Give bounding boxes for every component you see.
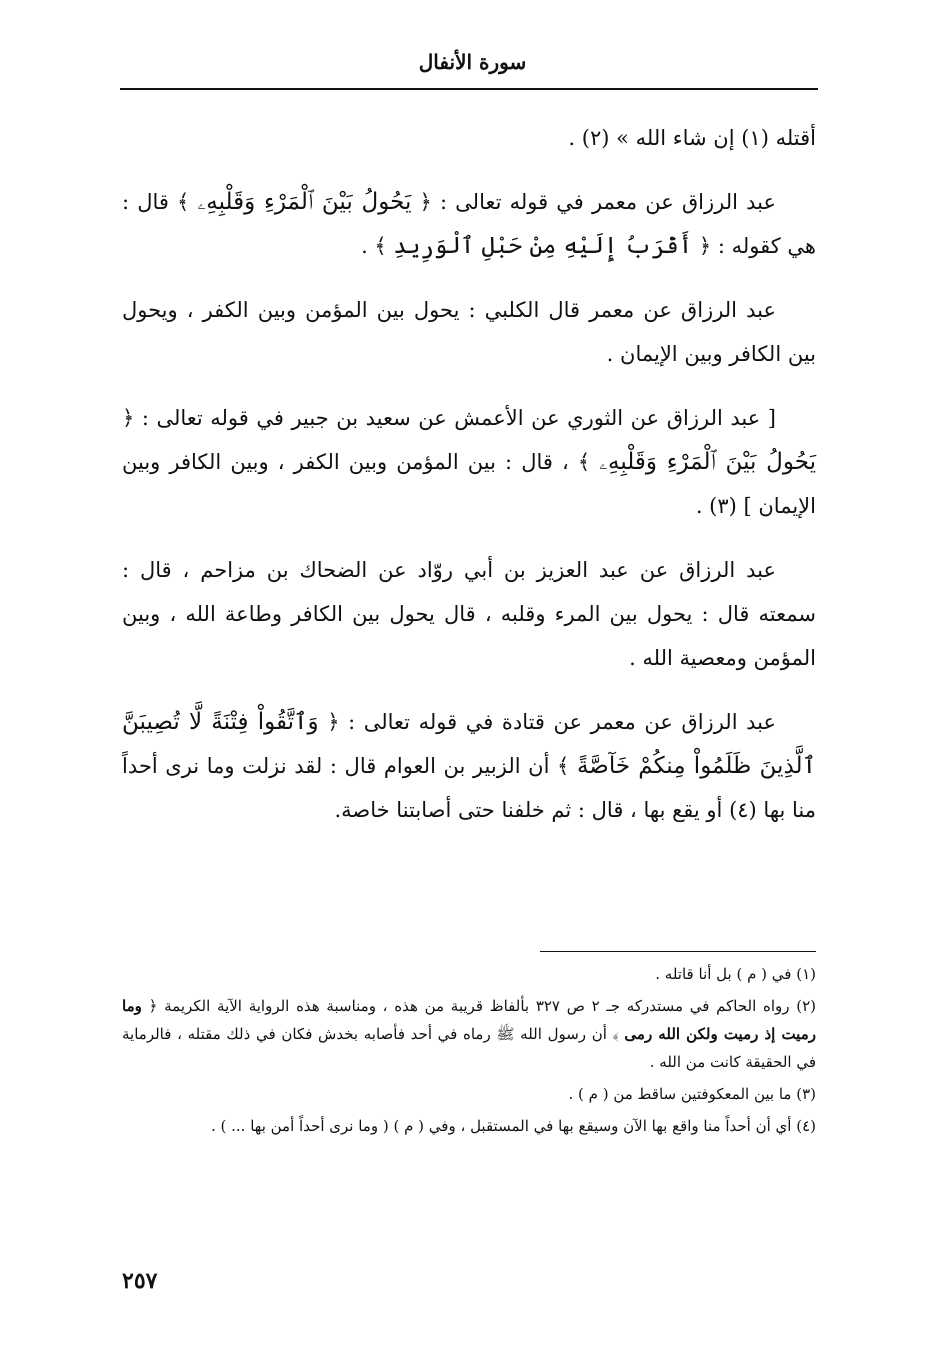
footnote-rule <box>540 951 816 952</box>
running-header-title: سورة الأنفال <box>418 50 527 74</box>
footnote-1: (١) في ( م ) بل أنا قاتله . <box>655 965 816 983</box>
page-number: ٢٥٧ <box>122 1268 158 1294</box>
footnote-2 <box>122 992 816 1076</box>
quran-verse: أَقْرَبُ إِلَيْهِ مِنْ حَبْلِ ٱلْوَرِيدِ <box>393 233 693 259</box>
paragraph-2-lead: عبد الرزاق عن معمر في قوله تعالى : ﴿ <box>411 190 776 214</box>
quran-verse: وَٱتَّقُواْ فِتْنَةً لَّا تُصِيبَنَّ ٱلَّذِينَ ظَلَمُواْ مِنكُمْ خَآصَّةً <box>122 709 817 779</box>
footnotes <box>122 960 816 1144</box>
quran-verse: يَحُولُ بَيْنَ ٱلْمَرْءِ وَقَلْبِهِۦ <box>599 449 816 475</box>
footnote-2-lead: (٢) رواه الحاكم في مستدركه جـ ٢ ص ٣٢٧ بألفاظ قريبة من هذه ، ومناسبة هذه الرواية الآية الكريمة ﴿ <box>141 997 817 1015</box>
paragraph-5: عبد الرزاق عن عبد العزيز بن أبي روّاد عن الضحاك بن مزاحم ، قال : سمعته قال : يحول بين المرء وقلبه ، قال يحول بين الكافر وطاعة الله ، وبين المؤمن ومعصية الله . <box>122 558 816 670</box>
paragraph-2-middle: ﴾ قال : هي كقوله : ﴿ <box>122 190 816 258</box>
paragraph-4 <box>122 396 816 528</box>
paragraph-2-tail: ﴾ . <box>361 234 394 258</box>
footnote-2-tail: ﴾ أن رسول الله ﷺ رماه في أحد فأصابه بخدش فكان في ذلك مقتله ، فالرماية في الحقيقة كانت من الله . <box>122 1025 816 1071</box>
footnote-2-verse: وما رميت إذ رميت ولكن الله رمى <box>122 997 816 1043</box>
paragraph-2 <box>122 180 816 268</box>
paragraph-6 <box>122 700 816 832</box>
paragraph-3: عبد الرزاق عن معمر قال الكلبي : يحول بين المؤمن وبين الكفر ، ويحول بين الكافر وبين الإيمان . <box>122 298 816 366</box>
paragraph-4-tail: ﴾ ، قال : بين المؤمن وبين الكفر ، وبين الكافر وبين الإيمان ] (٣) . <box>122 450 816 518</box>
quran-verse: يَحُولُ بَيْنَ ٱلْمَرْءِ وَقَلْبِهِۦ <box>197 189 412 215</box>
footnote-4: (٤) أي أن أحداً منا واقع بها الآن وسيقع بها في المستقبل ، وفي ( م ) ( وما نرى أحداً أمن بها ... ) . <box>210 1117 816 1135</box>
header-rule <box>120 88 818 90</box>
paragraph-1: أقتله (١) إن شاء الله » (٢) . <box>568 126 816 150</box>
paragraph-4-lead: [ عبد الرزاق عن الثوري عن الأعمش عن سعيد بن جبير في قوله تعالى : ﴿ <box>122 406 776 430</box>
paragraph-6-lead: عبد الرزاق عن معمر عن قتادة في قوله تعالى : ﴿ <box>318 710 776 734</box>
main-text <box>122 116 816 852</box>
paragraph-6-tail: ﴾ أن الزبير بن العوام قال : لقد نزلت وما نرى أحداً منا بها (٤) أو يقع بها ، قال : ثم خلفنا حتى أصابتنا خاصة. <box>122 754 816 822</box>
footnote-3: (٣) ما بين المعكوفتين ساقط من ( م ) . <box>568 1085 816 1103</box>
